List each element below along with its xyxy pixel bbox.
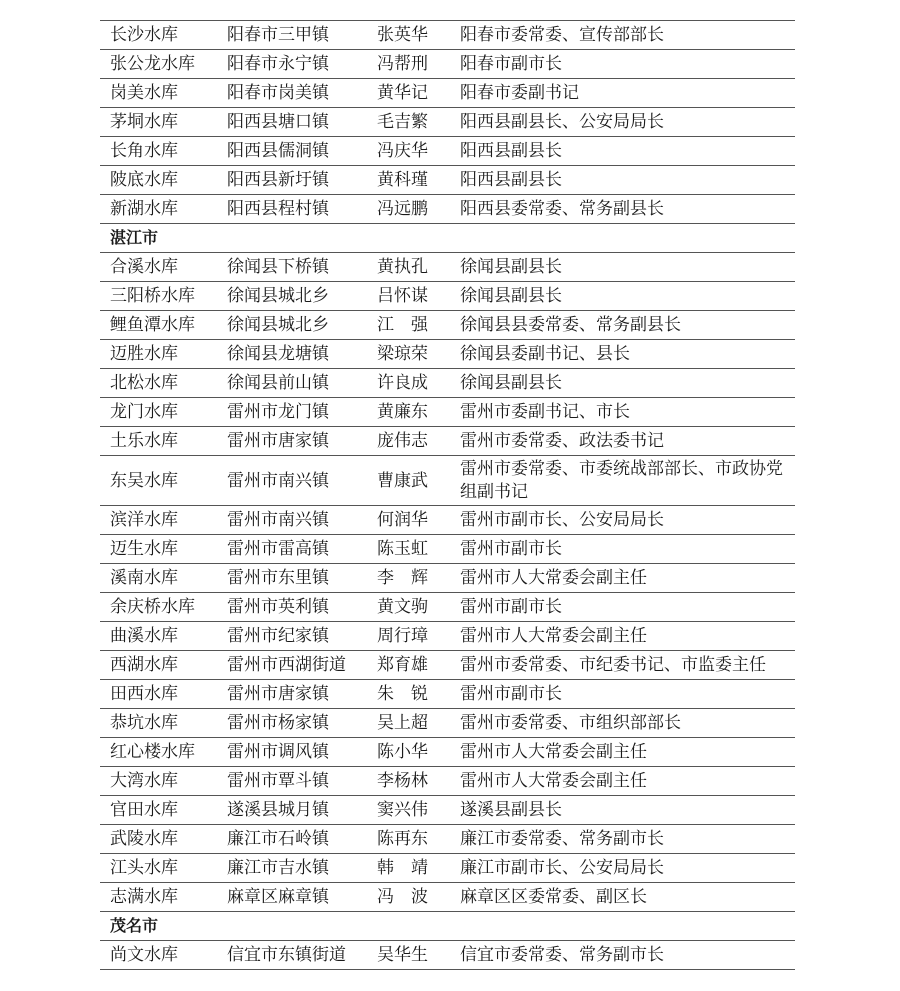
table-row [100, 622, 795, 651]
responsible-person-cell: 李 辉 [367, 564, 450, 593]
table-row [100, 738, 795, 767]
location-cell: 雷州市英利镇 [217, 593, 367, 622]
position-cell: 雷州市人大常委会副主任 [450, 622, 795, 651]
section-title: 茂名市 [100, 912, 795, 941]
table-row [100, 427, 795, 456]
position-cell: 遂溪县副县长 [450, 796, 795, 825]
responsible-person-cell: 梁琼荣 [367, 340, 450, 369]
reservoir-name-cell: 武陵水库 [100, 825, 217, 854]
responsible-person-cell: 周行璋 [367, 622, 450, 651]
location-cell: 阳西县塘口镇 [217, 108, 367, 137]
table-row [100, 398, 795, 427]
reservoir-name-cell: 江头水库 [100, 854, 217, 883]
position-cell: 雷州市委副书记、市长 [450, 398, 795, 427]
responsible-person-cell: 郑育雄 [367, 651, 450, 680]
table-body [100, 21, 795, 970]
responsible-person-cell: 黄文驹 [367, 593, 450, 622]
responsible-person-cell: 何润华 [367, 506, 450, 535]
location-cell: 阳春市三甲镇 [217, 21, 367, 50]
position-cell: 雷州市委常委、政法委书记 [450, 427, 795, 456]
position-cell: 徐闻县副县长 [450, 282, 795, 311]
table-row [100, 680, 795, 709]
location-cell: 阳春市永宁镇 [217, 50, 367, 79]
position-cell: 徐闻县副县长 [450, 253, 795, 282]
location-cell: 阳西县程村镇 [217, 195, 367, 224]
section-row [100, 224, 795, 253]
responsible-person-cell: 窦兴伟 [367, 796, 450, 825]
reservoir-name-cell: 西湖水库 [100, 651, 217, 680]
position-cell: 徐闻县县委常委、常务副县长 [450, 311, 795, 340]
table-row [100, 369, 795, 398]
table-row [100, 593, 795, 622]
responsible-person-cell: 冯 波 [367, 883, 450, 912]
table-row [100, 854, 795, 883]
reservoir-name-cell: 三阳桥水库 [100, 282, 217, 311]
position-cell: 阳西县副县长 [450, 137, 795, 166]
location-cell: 徐闻县龙塘镇 [217, 340, 367, 369]
location-cell: 徐闻县下桥镇 [217, 253, 367, 282]
position-cell: 阳春市副市长 [450, 50, 795, 79]
position-cell: 徐闻县副县长 [450, 369, 795, 398]
reservoir-name-cell: 红心楼水库 [100, 738, 217, 767]
location-cell: 徐闻县前山镇 [217, 369, 367, 398]
reservoir-name-cell: 鲤鱼潭水库 [100, 311, 217, 340]
reservoir-name-cell: 滨洋水库 [100, 506, 217, 535]
position-cell: 阳春市委常委、宣传部部长 [450, 21, 795, 50]
responsible-person-cell: 李杨林 [367, 767, 450, 796]
responsible-person-cell: 毛吉繁 [367, 108, 450, 137]
position-cell: 阳春市委副书记 [450, 79, 795, 108]
reservoir-name-cell: 长沙水库 [100, 21, 217, 50]
reservoir-name-cell: 合溪水库 [100, 253, 217, 282]
reservoir-name-cell: 迈胜水库 [100, 340, 217, 369]
reservoir-responsibility-table [100, 20, 795, 970]
location-cell: 廉江市石岭镇 [217, 825, 367, 854]
location-cell: 信宜市东镇街道 [217, 941, 367, 970]
location-cell: 遂溪县城月镇 [217, 796, 367, 825]
location-cell: 雷州市唐家镇 [217, 427, 367, 456]
reservoir-name-cell: 官田水库 [100, 796, 217, 825]
table-row [100, 651, 795, 680]
location-cell: 阳西县新圩镇 [217, 166, 367, 195]
reservoir-name-cell: 陂底水库 [100, 166, 217, 195]
responsible-person-cell: 吕怀谋 [367, 282, 450, 311]
position-cell: 雷州市委常委、市委统战部部长、市政协党组副书记 [450, 456, 795, 506]
responsible-person-cell: 冯帮刑 [367, 50, 450, 79]
reservoir-name-cell: 张公龙水库 [100, 50, 217, 79]
location-cell: 阳西县儒洞镇 [217, 137, 367, 166]
location-cell: 雷州市杨家镇 [217, 709, 367, 738]
table-row [100, 506, 795, 535]
section-title: 湛江市 [100, 224, 795, 253]
responsible-person-cell: 冯远鹏 [367, 195, 450, 224]
table-row [100, 767, 795, 796]
table-row [100, 21, 795, 50]
reservoir-name-cell: 东吴水库 [100, 456, 217, 506]
table-row [100, 79, 795, 108]
table-row [100, 108, 795, 137]
section-row [100, 912, 795, 941]
position-cell: 廉江市委常委、常务副市长 [450, 825, 795, 854]
reservoir-name-cell: 尚文水库 [100, 941, 217, 970]
table-row [100, 253, 795, 282]
responsible-person-cell: 庞伟志 [367, 427, 450, 456]
location-cell: 雷州市南兴镇 [217, 506, 367, 535]
responsible-person-cell: 吴上超 [367, 709, 450, 738]
reservoir-name-cell: 余庆桥水库 [100, 593, 217, 622]
position-cell: 徐闻县委副书记、县长 [450, 340, 795, 369]
responsible-person-cell: 陈小华 [367, 738, 450, 767]
table-row [100, 311, 795, 340]
location-cell: 阳春市岗美镇 [217, 79, 367, 108]
position-cell: 雷州市委常委、市纪委书记、市监委主任 [450, 651, 795, 680]
table-row [100, 137, 795, 166]
reservoir-name-cell: 北松水库 [100, 369, 217, 398]
table-row [100, 709, 795, 738]
responsibility-table-sheet [100, 20, 795, 970]
reservoir-name-cell: 恭坑水库 [100, 709, 217, 738]
position-cell: 阳西县副县长 [450, 166, 795, 195]
table-row [100, 796, 795, 825]
responsible-person-cell: 黄执孔 [367, 253, 450, 282]
location-cell: 雷州市东里镇 [217, 564, 367, 593]
position-cell: 雷州市人大常委会副主任 [450, 738, 795, 767]
table-row [100, 535, 795, 564]
location-cell: 雷州市覃斗镇 [217, 767, 367, 796]
responsible-person-cell: 吴华生 [367, 941, 450, 970]
location-cell: 雷州市西湖街道 [217, 651, 367, 680]
responsible-person-cell: 黄廉东 [367, 398, 450, 427]
position-cell: 阳西县副县长、公安局局长 [450, 108, 795, 137]
responsible-person-cell: 陈再东 [367, 825, 450, 854]
reservoir-name-cell: 迈生水库 [100, 535, 217, 564]
location-cell: 雷州市龙门镇 [217, 398, 367, 427]
table-row [100, 825, 795, 854]
reservoir-name-cell: 茅垌水库 [100, 108, 217, 137]
reservoir-name-cell: 长角水库 [100, 137, 217, 166]
table-row [100, 50, 795, 79]
responsible-person-cell: 曹康武 [367, 456, 450, 506]
responsible-person-cell: 江 强 [367, 311, 450, 340]
location-cell: 廉江市吉水镇 [217, 854, 367, 883]
position-cell: 雷州市副市长、公安局局长 [450, 506, 795, 535]
responsible-person-cell: 黄科瑾 [367, 166, 450, 195]
position-cell: 雷州市副市长 [450, 593, 795, 622]
location-cell: 麻章区麻章镇 [217, 883, 367, 912]
position-cell: 雷州市委常委、市组织部部长 [450, 709, 795, 738]
responsible-person-cell: 朱 锐 [367, 680, 450, 709]
table-row [100, 195, 795, 224]
table-row [100, 941, 795, 970]
responsible-person-cell: 黄华记 [367, 79, 450, 108]
reservoir-name-cell: 溪南水库 [100, 564, 217, 593]
reservoir-name-cell: 曲溪水库 [100, 622, 217, 651]
location-cell: 雷州市雷高镇 [217, 535, 367, 564]
table-row [100, 340, 795, 369]
position-cell: 雷州市副市长 [450, 680, 795, 709]
location-cell: 雷州市唐家镇 [217, 680, 367, 709]
reservoir-name-cell: 土乐水库 [100, 427, 217, 456]
table-row [100, 166, 795, 195]
reservoir-name-cell: 志满水库 [100, 883, 217, 912]
responsible-person-cell: 张英华 [367, 21, 450, 50]
reservoir-name-cell: 新湖水库 [100, 195, 217, 224]
location-cell: 雷州市南兴镇 [217, 456, 367, 506]
responsible-person-cell: 冯庆华 [367, 137, 450, 166]
reservoir-name-cell: 大湾水库 [100, 767, 217, 796]
location-cell: 雷州市调风镇 [217, 738, 367, 767]
location-cell: 雷州市纪家镇 [217, 622, 367, 651]
position-cell: 雷州市人大常委会副主任 [450, 767, 795, 796]
position-cell: 信宜市委常委、常务副市长 [450, 941, 795, 970]
responsible-person-cell: 许良成 [367, 369, 450, 398]
table-row [100, 456, 795, 506]
position-cell: 廉江市副市长、公安局局长 [450, 854, 795, 883]
position-cell: 阳西县委常委、常务副县长 [450, 195, 795, 224]
location-cell: 徐闻县城北乡 [217, 282, 367, 311]
reservoir-name-cell: 岗美水库 [100, 79, 217, 108]
position-cell: 雷州市人大常委会副主任 [450, 564, 795, 593]
reservoir-name-cell: 龙门水库 [100, 398, 217, 427]
table-row [100, 564, 795, 593]
reservoir-name-cell: 田西水库 [100, 680, 217, 709]
responsible-person-cell: 韩 靖 [367, 854, 450, 883]
responsible-person-cell: 陈玉虹 [367, 535, 450, 564]
location-cell: 徐闻县城北乡 [217, 311, 367, 340]
table-row [100, 282, 795, 311]
position-cell: 麻章区区委常委、副区长 [450, 883, 795, 912]
position-cell: 雷州市副市长 [450, 535, 795, 564]
table-row [100, 883, 795, 912]
